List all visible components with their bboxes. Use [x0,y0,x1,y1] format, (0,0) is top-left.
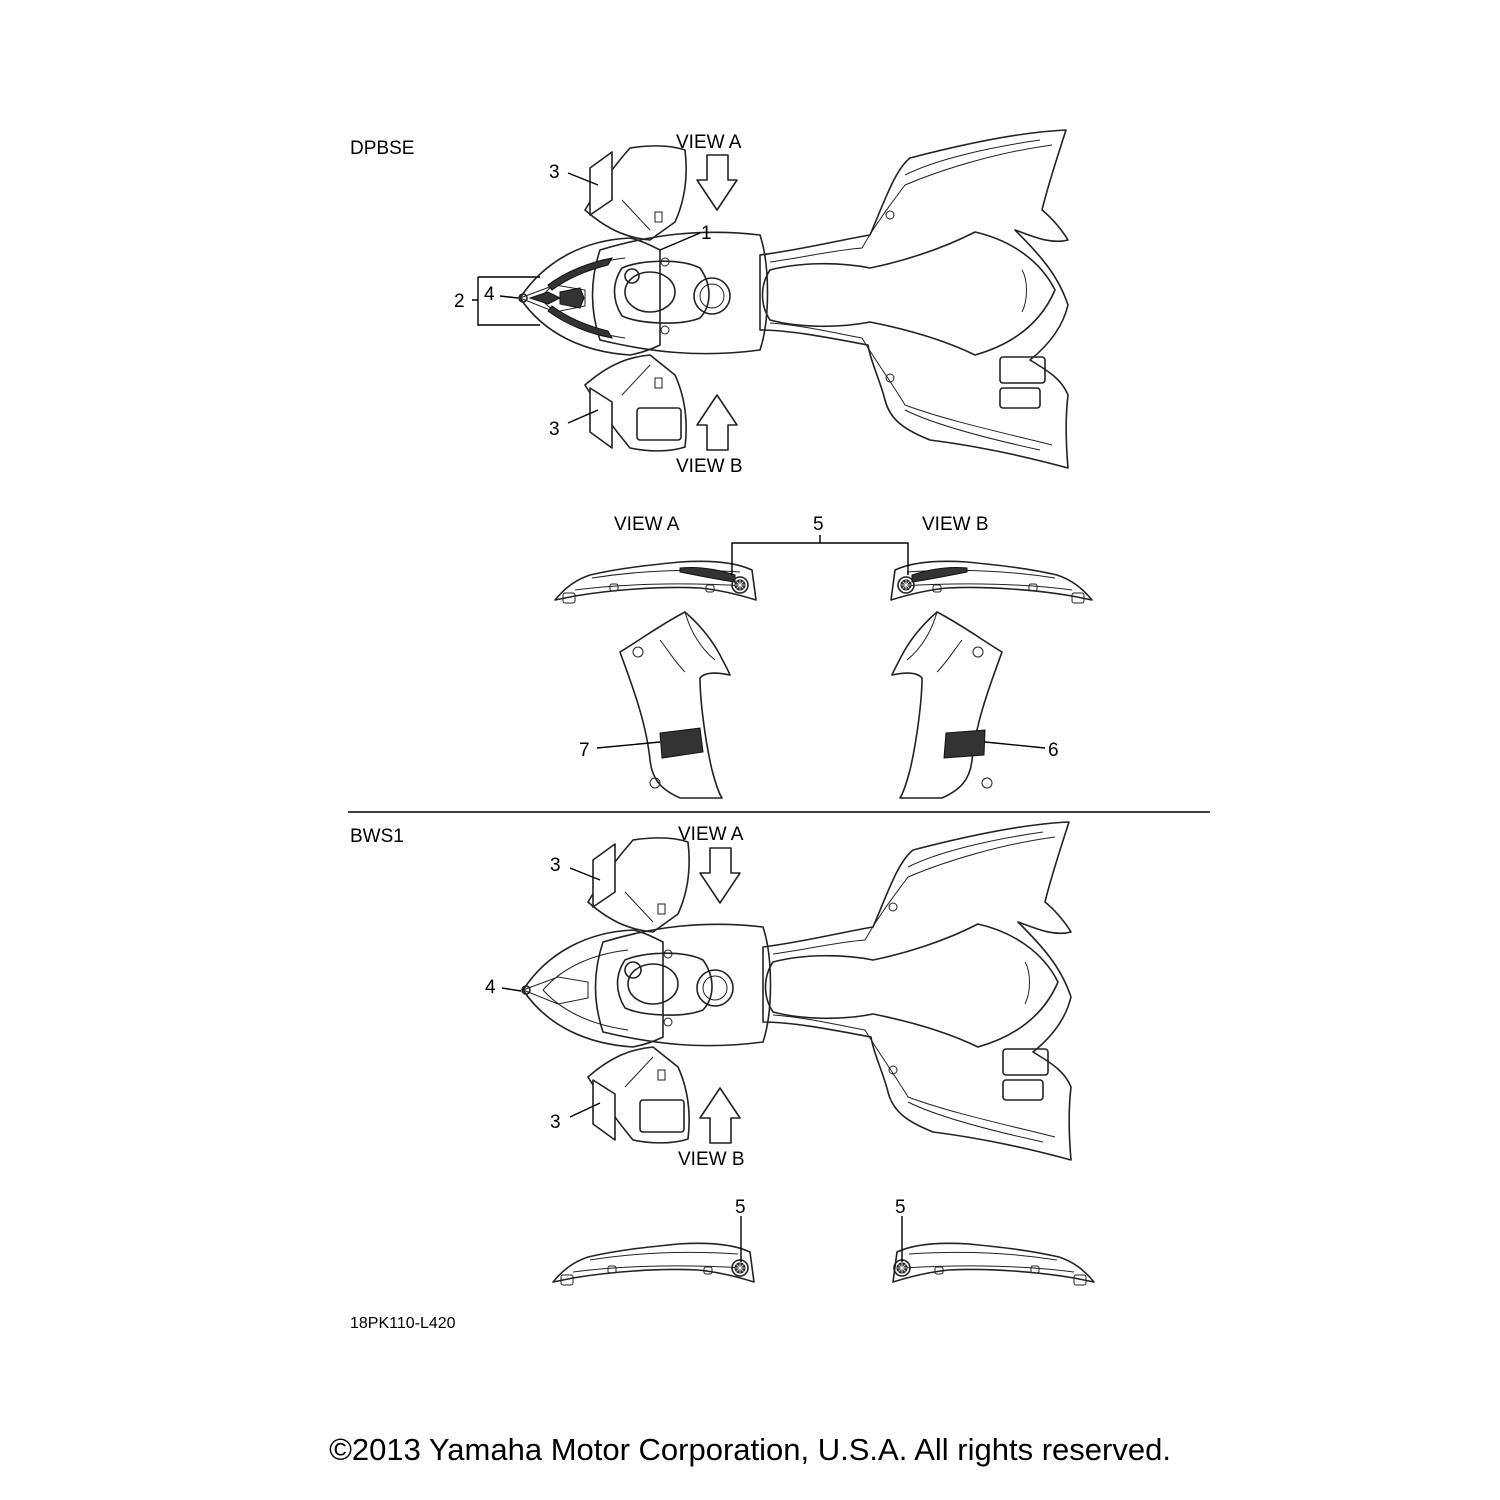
copyright-notice: ©2013 Yamaha Motor Corporation, U.S.A. All rights reserved. [329,1432,1171,1467]
bws1-callout-4 [485,977,521,998]
svg-text:7: 7 [579,740,590,761]
dpbse-view-a-label: VIEW A [676,132,742,153]
svg-text:3: 3 [549,162,560,183]
side-view-b [891,561,1092,603]
svg-text:6: 6 [1048,740,1059,761]
callout-4 [484,284,518,305]
side-panel-right [892,612,1002,798]
bws1-top-view [522,822,1071,1160]
figure-code: 18PK110-L420 [350,1315,456,1332]
view-b-arrow [697,395,737,450]
bws1-view-b-label: VIEW B [678,1149,745,1170]
view-a-arrow [697,155,737,210]
dpbse-view-b-label: VIEW B [676,456,743,477]
bws1-side-view-a [553,1243,754,1285]
svg-text:1: 1 [701,223,712,244]
svg-text:5: 5 [813,514,824,535]
svg-text:5: 5 [735,1197,746,1218]
svg-text:4: 4 [484,284,495,305]
callout-5-bracket [732,514,908,575]
dpbse-side-view-a-label: VIEW A [614,514,680,535]
svg-text:3: 3 [550,1112,561,1133]
svg-text:5: 5 [895,1197,906,1218]
svg-text:3: 3 [550,855,561,876]
bws1-view-a-label: VIEW A [678,824,744,845]
section-1-model: DPBSE [350,138,415,159]
side-view-a [555,561,756,603]
svg-text:3: 3 [549,419,560,440]
bws1-callout-5-left [735,1197,746,1262]
section-2-model: BWS1 [350,826,404,847]
callout-6 [985,740,1059,761]
side-panel-left [620,612,730,798]
svg-text:2: 2 [454,291,465,312]
bws1-side-view-b [893,1243,1094,1285]
bws1-view-b-arrow [700,1088,740,1143]
svg-text:4: 4 [485,977,496,998]
dpbse-side-view-b-label: VIEW B [922,514,989,535]
dpbse-top-view [519,130,1068,468]
bws1-view-a-arrow [700,848,740,903]
callout-7 [579,740,660,761]
